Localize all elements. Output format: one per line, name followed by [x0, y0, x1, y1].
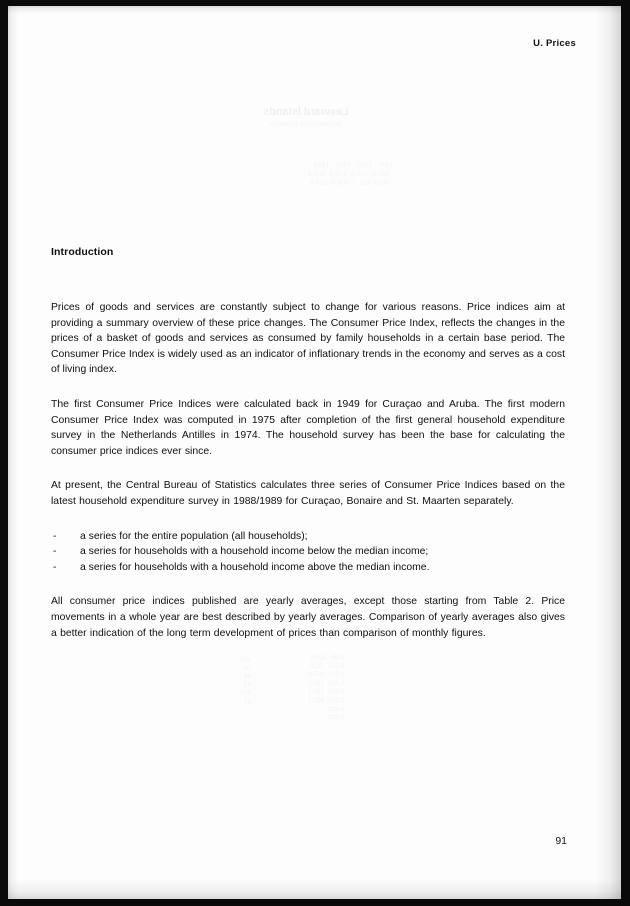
list-bullet-dash: - [53, 530, 57, 542]
list-item-label: a series for the entire population (all households); [80, 530, 308, 542]
list-item [51, 560, 565, 576]
page-sheet [8, 6, 621, 899]
list-item-label: a series for households with a household income below the median income; [80, 546, 429, 558]
main-text-column [45, 246, 565, 641]
showthrough-title: Leeward Islands [263, 106, 349, 118]
showthrough-table-left [240, 656, 251, 708]
page-edge-shadow-left [8, 6, 18, 899]
list-item-label: a series for households with a household income above the median income. [80, 561, 430, 573]
series-list [45, 529, 565, 576]
list-bullet-dash: - [53, 546, 57, 558]
list-item [51, 544, 565, 560]
showthrough-subtitle [270, 121, 341, 128]
paragraph-intro-definition: Prices of goods and services are constantly subject to change for various reasons. Price indices aim at providing a summary overview of these price changes. The Consumer Price Index, reflects the changes in the prices of a basket of goods and services as consumed by family households in a certain base period. The Consumer Price Index is widely used as an indicator of inflationary trends in the economy and serves as a cost of living index. [51, 302, 565, 376]
list-item [51, 529, 565, 545]
page-number: 91 [555, 835, 567, 847]
showthrough-block [308, 161, 394, 188]
paragraph-history: The first Consumer Price Indices were calculated back in 1949 for Curaçao and Aruba. The first modern Consumer Price Index was computed in 1975 after completion of the first general household expenditure survey in the Netherlands Antilles in 1974. The household survey has been the base for calculating the consumer price indices ever since. [51, 398, 565, 457]
list-bullet-dash: - [53, 561, 57, 573]
section-heading: Introduction [51, 246, 114, 258]
running-header: U. Prices [533, 38, 576, 49]
paragraph-yearly-averages: All consumer price indices published are yearly averages, except those starting from Table 2. Price movements in a whole year are best described by yearly averages. Comparison of yearly averages also gives a better indication of the long term development of prices than comparison of monthly figures. [51, 596, 565, 639]
page-edge-shadow-right [595, 6, 621, 899]
showthrough-table-right [308, 654, 344, 723]
page-edge-shadow-top [8, 6, 621, 14]
page-edge-shadow-bottom [8, 879, 621, 899]
paragraph-current-series: At present, the Central Bureau of Statistics calculates three series of Consumer Price Indices based on the latest household expenditure survey in 1988/1989 for Curaçao, Bonaire and St. Maarten separately. [51, 480, 565, 507]
